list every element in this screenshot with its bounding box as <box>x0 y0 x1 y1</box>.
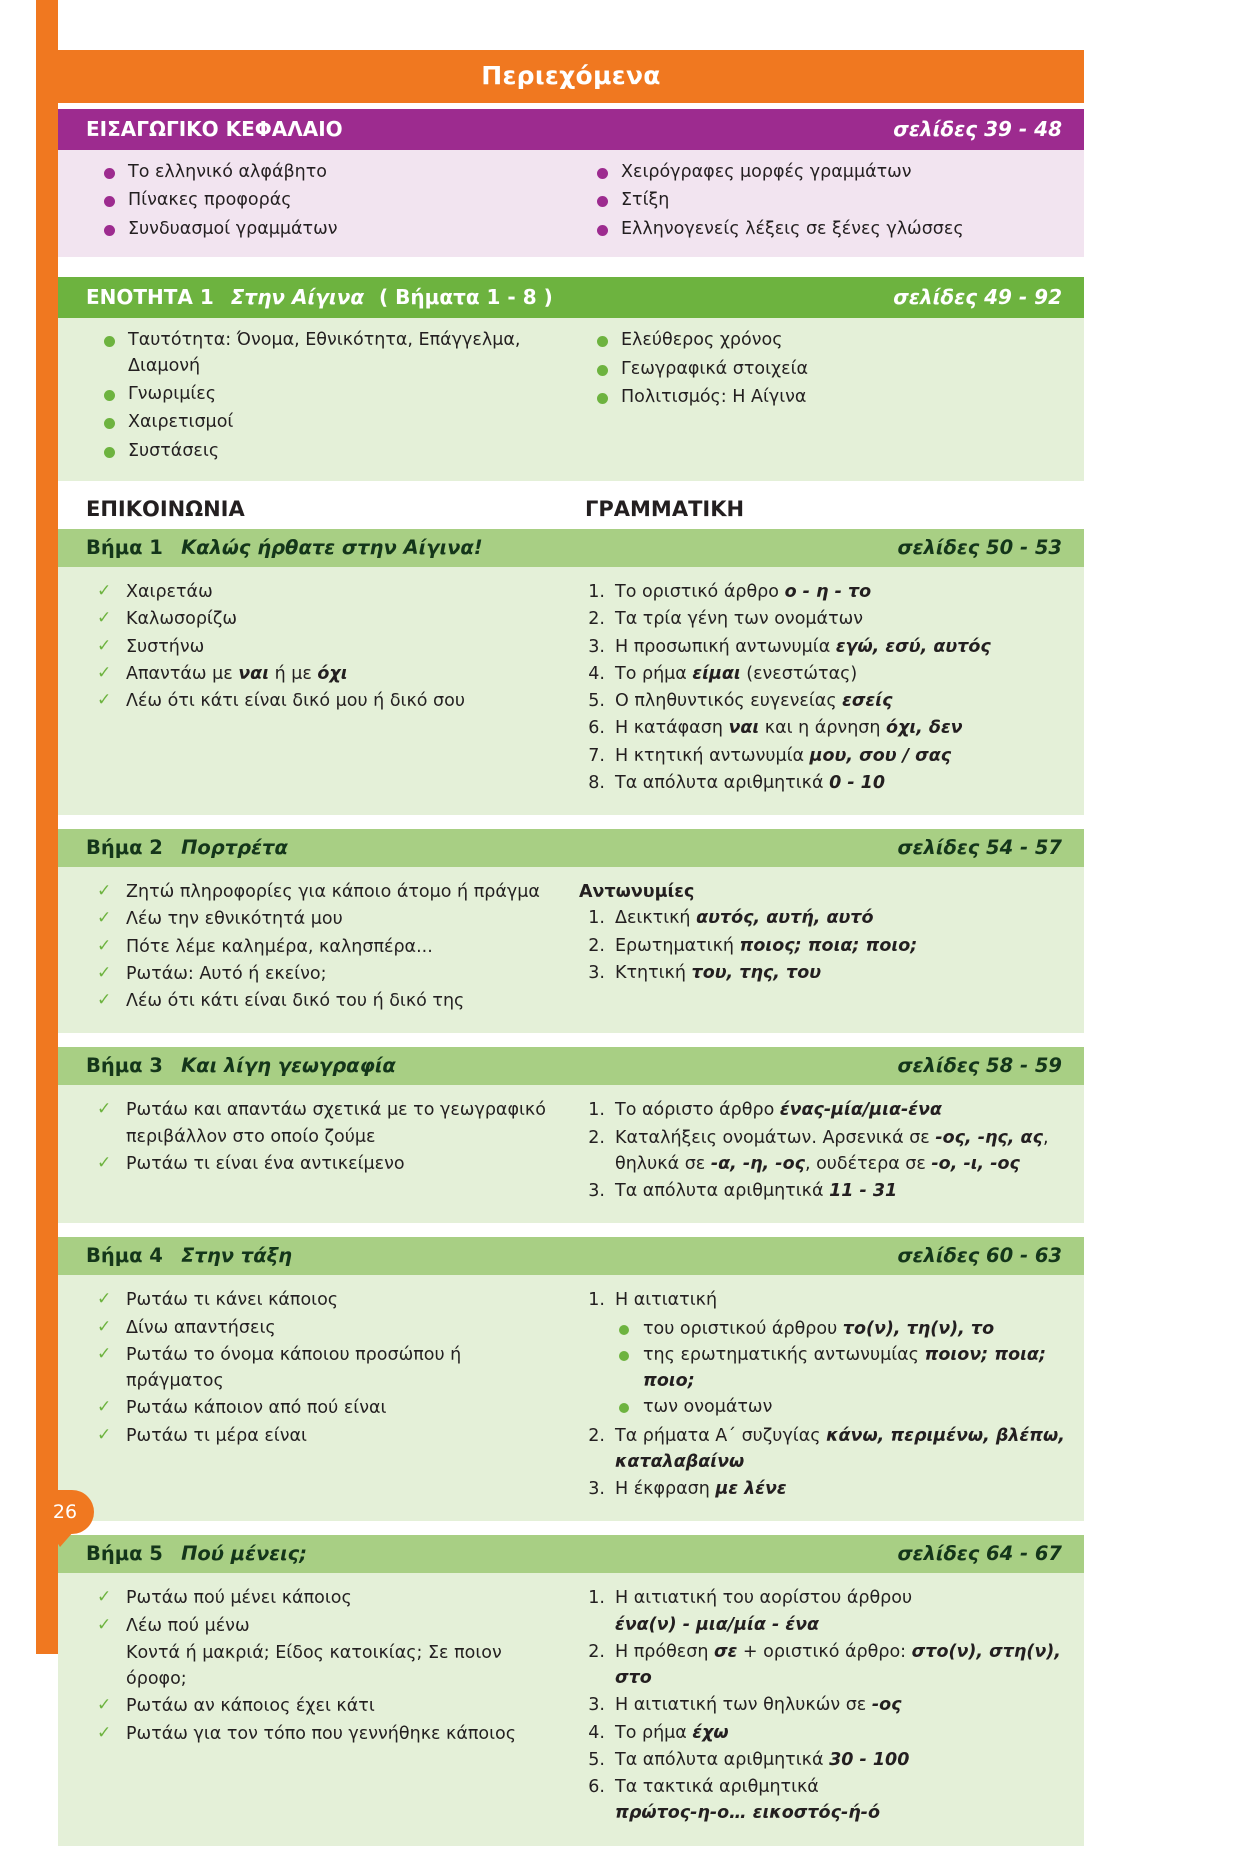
list-item-label: των ονομάτων <box>643 1397 773 1418</box>
list-item-label: Λέω ότι κάτι είναι δικό μου ή δικό σου <box>126 691 465 711</box>
list-item <box>94 906 559 932</box>
check-icon: ✓ <box>97 1587 112 1608</box>
step-label: Βήμα 3 <box>86 1054 163 1078</box>
step-2-grammar-heading: Αντωνυμίες <box>579 882 695 902</box>
bullet-icon <box>619 1325 629 1335</box>
list-item: 1. Το αόριστο άρθρο ένας-μία/μια-ένα <box>579 1097 1068 1123</box>
step-label: Βήμα 1 <box>86 536 163 559</box>
list-item <box>94 1640 559 1693</box>
step-label: Βήμα 2 <box>86 836 163 859</box>
orange-spine <box>36 0 58 1654</box>
list-item <box>98 439 571 464</box>
check-icon: ✓ <box>97 1099 112 1120</box>
check-icon: ✓ <box>97 908 112 929</box>
unit-right-list <box>591 328 1084 410</box>
list-item <box>591 357 1084 382</box>
list-item: 2. Καταλήξεις ονομάτων. Αρσενικά σε -ος, -ης, ας, θηλυκά σε -α, -η, -ος, ουδέτερα σε -ο, -ι, -ος <box>579 1125 1068 1178</box>
check-icon: ✓ <box>97 962 112 983</box>
list-item <box>591 217 1084 242</box>
check-icon: ✓ <box>97 1152 112 1173</box>
list-item: 4. Το ρήμα έχω <box>579 1720 1068 1746</box>
check-icon: ✓ <box>97 662 112 683</box>
bullet-icon <box>104 225 115 236</box>
bullet-icon <box>597 393 608 404</box>
list-item <box>94 1721 559 1747</box>
intro-chapter-title <box>58 109 1084 150</box>
bullet-icon <box>104 168 115 179</box>
item-number: 5. <box>588 691 605 711</box>
list-item <box>94 934 559 960</box>
check-icon: ✓ <box>97 1722 112 1743</box>
item-number: 1. <box>588 582 605 602</box>
step-name: Πορτρέτα <box>181 836 288 859</box>
list-item <box>98 188 571 213</box>
unit-left-list <box>98 328 571 464</box>
list-item-label: Ρωτάω το όνομα κάποιου προσώπου ή πράγματος <box>126 1344 462 1391</box>
list-item-label: Λέω ότι κάτι είναι δικό του ή δικό της <box>126 991 465 1011</box>
list-item <box>94 1287 559 1313</box>
list-item-label: Συστήνω <box>126 636 205 657</box>
step-name: Πού μένεις; <box>181 1542 308 1566</box>
step-block-3 <box>58 1047 1084 1223</box>
bullet-icon <box>597 196 608 207</box>
list-item-label: Καλωσορίζω <box>126 609 238 630</box>
bullet-icon <box>597 336 608 347</box>
step-3-communication-list <box>94 1097 559 1177</box>
list-item-label: Λέω πού μένω <box>126 1615 250 1636</box>
list-item: 1. Το οριστικό άρθρο ο - η - το <box>579 579 1068 605</box>
list-item-label: Χαιρετισμοί <box>128 412 234 433</box>
list-item <box>98 410 571 435</box>
step-pages: σελίδες 54 - 57 <box>897 836 1062 859</box>
list-item-label: Ρωτάω: Αυτό ή εκείνο; <box>126 963 327 984</box>
unit-name: Στην Αίγινα <box>230 285 365 310</box>
list-item <box>94 1585 559 1611</box>
check-icon: ✓ <box>97 935 112 956</box>
bullet-icon <box>104 196 115 207</box>
item-number: 2. <box>588 935 605 956</box>
list-item <box>579 606 1068 632</box>
list-item <box>94 1342 559 1395</box>
step-name: Στην τάξη <box>181 1244 293 1268</box>
list-item: 3. Η αιτιατική των θηλυκών σε -ος <box>579 1692 1068 1718</box>
list-item <box>94 1151 559 1177</box>
list-item-label: Ελληνογενείς λέξεις σε ξένες γλώσσες <box>621 218 964 239</box>
check-icon: ✓ <box>97 690 112 710</box>
bullet-icon <box>597 365 608 376</box>
list-item <box>615 1394 1068 1420</box>
check-icon: ✓ <box>97 635 112 656</box>
item-number: 2. <box>588 1425 605 1446</box>
item-number: 5. <box>588 1749 605 1770</box>
list-item: ✓ Απαντάω με ναι ή με όχι <box>94 661 559 687</box>
item-number: 1. <box>588 1100 605 1121</box>
list-item-label: Ταυτότητα: Όνομα, Εθνικότητα, Επάγγελμα, Διαμονή <box>128 330 521 376</box>
list-item-label: Δίνω απαντήσεις <box>126 1317 276 1338</box>
step-title-5 <box>58 1535 1084 1573</box>
list-item-label: Ελεύθερος χρόνος <box>621 330 783 351</box>
list-item: 2. Τα ρήματα Α΄ συζυγίας κάνω, περιμένω, βλέπω, καταλαβαίνω <box>579 1423 1068 1476</box>
item-number: 1. <box>588 1588 605 1609</box>
list-item-label: Πολιτισμός: Η Αίγινα <box>621 386 807 407</box>
step-5-grammar-list <box>579 1585 1068 1826</box>
list-item <box>94 606 559 632</box>
intro-left-list <box>98 160 571 242</box>
check-icon: ✓ <box>97 608 112 629</box>
item-number: 2. <box>588 609 605 630</box>
check-icon: ✓ <box>97 581 112 601</box>
step-3-grammar-list <box>579 1097 1068 1204</box>
heading-communication: ΕΠΙΚΟΙΝΩΝΙΑ <box>86 497 245 521</box>
list-item-label: Στίξη <box>621 190 670 211</box>
list-item-label: Ρωτάω αν κάποιος έχει κάτι <box>126 1696 375 1717</box>
bullet-icon <box>619 1403 629 1413</box>
list-item-label: Συστάσεις <box>128 440 220 461</box>
step-name: Και λίγη γεωγραφία <box>181 1054 396 1078</box>
column-headings <box>58 497 1084 521</box>
list-item <box>591 188 1084 213</box>
list-item-label: Ζητώ πληροφορίες για κάποιο άτομο ή πράγμα <box>126 882 540 902</box>
list-item <box>94 988 559 1014</box>
list-item-label: Το ελληνικό αλφάβητο <box>128 162 327 182</box>
list-item: 3. Η έκφραση με λένε <box>579 1476 1068 1502</box>
intro-chapter-block <box>58 109 1084 257</box>
bullet-icon <box>104 336 115 347</box>
list-item <box>591 160 1084 185</box>
list-item-label: Ρωτάω για τον τόπο που γεννήθηκε κάποιος <box>126 1723 517 1744</box>
step-1-grammar-list <box>579 579 1068 796</box>
list-item <box>94 688 559 714</box>
check-icon: ✓ <box>97 1397 112 1418</box>
step-block-5 <box>58 1535 1084 1845</box>
check-icon: ✓ <box>97 990 112 1010</box>
list-item <box>94 879 559 905</box>
check-icon: ✓ <box>97 1343 112 1364</box>
list-item <box>98 328 571 379</box>
list-item: 4. Το ρήμα είμαι (ενεστώτας) <box>579 661 1068 687</box>
list-item-label: Ρωτάω κάποιον από πού είναι <box>126 1398 387 1419</box>
step-block-1 <box>58 529 1084 815</box>
step-title-1 <box>58 529 1084 567</box>
step-1-communication-list <box>94 579 559 714</box>
list-item <box>94 634 559 660</box>
item-number: 8. <box>588 772 605 793</box>
list-item: 6. Η κατάφαση ναι και η άρνηση όχι, δεν <box>579 715 1068 741</box>
list-item <box>94 1423 559 1449</box>
list-item-label: Η αιτιατική <box>615 1290 718 1311</box>
item-number: 1. <box>588 1290 605 1311</box>
item-number: 3. <box>588 962 605 983</box>
step-block-2 <box>58 829 1084 1033</box>
check-icon: ✓ <box>97 881 112 901</box>
list-item-label: Ρωτάω τι είναι ένα αντικείμενο <box>126 1153 405 1174</box>
list-item <box>94 579 559 605</box>
list-item <box>94 1315 559 1341</box>
list-item: του οριστικού άρθρου το(ν), τη(ν), το <box>615 1316 1068 1342</box>
list-item-label: Ρωτάω και απαντάω σχετικά με το γεωγραφικό περιβάλλον στο οποίο ζούμε <box>126 1100 546 1147</box>
unit-steps-range: ( Βήματα 1 - 8 ) <box>379 285 553 310</box>
item-number: 4. <box>588 663 605 684</box>
list-item <box>591 385 1084 410</box>
bullet-icon <box>104 447 115 458</box>
list-item <box>94 961 559 987</box>
list-item: 3. Κτητική του, της, του <box>579 960 1068 986</box>
list-item-label: Ρωτάω τι κάνει κάποιος <box>126 1290 339 1311</box>
step-2-grammar-list <box>579 905 1068 986</box>
list-item-label: Συνδυασμοί γραμμάτων <box>128 218 338 239</box>
unit-pages: σελίδες 49 - 92 <box>893 285 1062 310</box>
list-item: 1. Η αιτιατική του αορίστου άρθρου ένα(ν) - μια/μία - ένα <box>579 1585 1068 1638</box>
unit-block <box>58 277 1084 481</box>
step-title-2 <box>58 829 1084 867</box>
step-name: Καλώς ήρθατε στην Αίγινα! <box>181 536 483 559</box>
intro-right-list <box>591 160 1084 242</box>
list-item-label: Γνωριμίες <box>128 383 216 404</box>
list-item <box>98 160 571 185</box>
step-pages: σελίδες 58 - 59 <box>897 1054 1062 1078</box>
step-title-3 <box>58 1047 1084 1085</box>
intro-chapter-pages: σελίδες 39 - 48 <box>893 117 1062 141</box>
list-item-label: Ρωτάω πού μένει κάποιος <box>126 1588 352 1609</box>
list-item <box>94 1693 559 1719</box>
list-item-label: Γεωγραφικά στοιχεία <box>621 358 809 379</box>
list-item: 3. Η προσωπική αντωνυμία εγώ, εσύ, αυτός <box>579 634 1068 660</box>
item-number: 4. <box>588 1722 605 1743</box>
list-item <box>579 1287 1068 1420</box>
list-item <box>94 1097 559 1150</box>
list-item: 6. Τα τακτικά αριθμητικά πρώτος-η-ο… εικοστός-ή-ό <box>579 1774 1068 1827</box>
check-icon: ✓ <box>97 1316 112 1337</box>
list-item-label: Πίνακες προφοράς <box>128 190 292 211</box>
list-item: 2. Η πρόθεση σε + οριστικό άρθρο: στο(ν), στη(ν), στο <box>579 1639 1068 1692</box>
list-item: 2. Ερωτηματική ποιος; ποια; ποιο; <box>579 933 1068 959</box>
list-item <box>98 217 571 242</box>
list-item: 1. Δεικτική αυτός, αυτή, αυτό <box>579 905 1068 931</box>
item-number: 3. <box>588 1181 605 1201</box>
list-item <box>591 328 1084 353</box>
list-item <box>94 1395 559 1421</box>
step-pages: σελίδες 50 - 53 <box>897 536 1062 559</box>
heading-grammar: ΓΡΑΜΜΑΤΙΚΗ <box>585 497 745 521</box>
step-4-communication-list <box>94 1287 559 1449</box>
step-pages: σελίδες 64 - 67 <box>897 1542 1062 1566</box>
list-item: 8. Τα απόλυτα αριθμητικά 0 - 10 <box>579 770 1068 796</box>
list-item: 3. Τα απόλυτα αριθμητικά 11 - 31 <box>579 1178 1068 1204</box>
list-item: 7. Η κτητική αντωνυμία μου, σου / σας <box>579 743 1068 769</box>
step-label: Βήμα 5 <box>86 1542 163 1566</box>
list-item: 5. Ο πληθυντικός ευγενείας εσείς <box>579 688 1068 714</box>
item-number: 6. <box>588 718 605 739</box>
unit-label: ΕΝΟΤΗΤΑ 1 <box>86 285 214 310</box>
step-2-communication-list <box>94 879 559 1014</box>
check-icon: ✓ <box>97 1614 112 1635</box>
item-number: 3. <box>588 1479 605 1499</box>
step-title-4 <box>58 1237 1084 1275</box>
list-item-label: Χαιρετάω <box>126 582 213 602</box>
check-icon: ✓ <box>97 1289 112 1310</box>
page-title: Περιεχόμενα <box>58 50 1084 103</box>
step-block-4 <box>58 1237 1084 1521</box>
item-number: 6. <box>588 1777 605 1797</box>
item-number: 2. <box>588 1127 605 1148</box>
bullet-icon <box>619 1351 629 1361</box>
item-number: 1. <box>588 908 605 929</box>
bullet-icon <box>597 225 608 236</box>
item-number: 3. <box>588 1695 605 1716</box>
step-4-grammar-list <box>579 1287 1068 1502</box>
list-item-label: Χειρόγραφες μορφές γραμμάτων <box>621 162 912 182</box>
list-item-label: Κοντά ή μακριά; Είδος κατοικίας; Σε ποιον όροφο; <box>126 1642 502 1689</box>
list-item-label: Τα τρία γένη των ονομάτων <box>615 609 864 630</box>
item-number: 2. <box>588 1641 605 1662</box>
list-item <box>94 1613 559 1639</box>
check-icon: ✓ <box>97 1695 112 1716</box>
list-item-label: Λέω την εθνικότητά μου <box>126 909 343 930</box>
step-label: Βήμα 4 <box>86 1244 163 1268</box>
intro-chapter-label: ΕΙΣΑΓΩΓΙΚΟ ΚΕΦΑΛΑΙΟ <box>86 117 343 141</box>
check-icon: ✓ <box>97 1424 112 1445</box>
step-pages: σελίδες 60 - 63 <box>897 1244 1062 1268</box>
page-number-badge: 26 <box>36 1490 94 1534</box>
list-item: 5. Τα απόλυτα αριθμητικά 30 - 100 <box>579 1747 1068 1773</box>
item-number: 7. <box>588 745 605 766</box>
bullet-icon <box>104 390 115 401</box>
step-5-communication-list <box>94 1585 559 1747</box>
item-number: 3. <box>588 636 605 657</box>
bullet-icon <box>104 418 115 429</box>
bullet-icon <box>597 168 608 179</box>
list-item-label: Ρωτάω τι μέρα είναι <box>126 1425 307 1446</box>
list-item <box>98 382 571 407</box>
contents-page <box>58 50 1084 1860</box>
step-4-grammar-subitems <box>615 1316 1068 1421</box>
list-item: της ερωτηματικής αντωνυμίας ποιον; ποια; ποιο; <box>615 1342 1068 1395</box>
unit-title <box>58 277 1084 318</box>
list-item-label: Πότε λέμε καλημέρα, καλησπέρα... <box>126 936 433 957</box>
